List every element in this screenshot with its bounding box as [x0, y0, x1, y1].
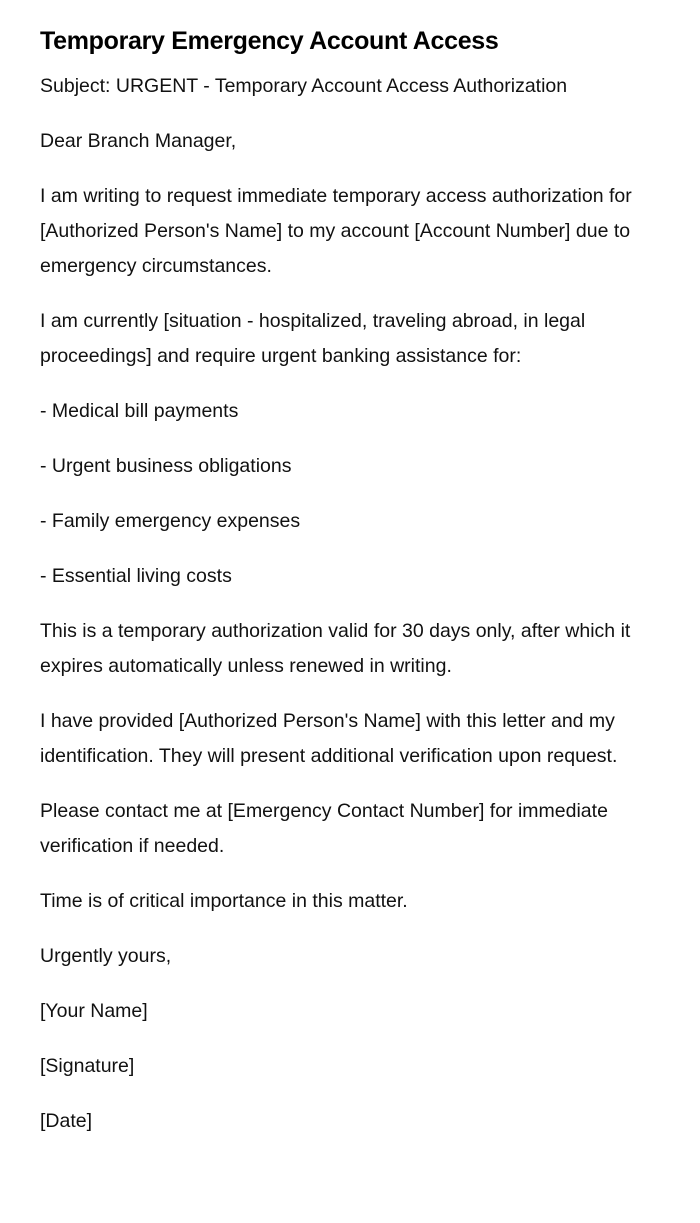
body-paragraph-urgency: Time is of critical importance in this matter. — [40, 890, 408, 912]
subject-line: Subject: URGENT - Temporary Account Access Authorization — [40, 75, 568, 97]
list-item-medical: - Medical bill payments — [40, 400, 239, 422]
salutation: Dear Branch Manager, — [40, 130, 237, 152]
body-paragraph-contact: Please contact me at [Emergency Contact Number] for immediate verification if needed. — [40, 800, 608, 857]
date-placeholder: [Date] — [40, 1110, 93, 1132]
body-paragraph-verification: I have provided [Authorized Person's Name] with this letter and my identification. They will present additional verification upon request. — [40, 710, 618, 767]
sender-name: [Your Name] — [40, 1000, 148, 1022]
body-paragraph-request: I am writing to request immediate temporary access authorization for [Authorized Person's Name] to my account [Account Number] due to emergency circumstances. — [40, 185, 632, 277]
body-paragraph-situation: I am currently [situation - hospitalized, traveling abroad, in legal proceedings] and require urgent banking assistance for: — [40, 310, 586, 367]
letter-document — [40, 26, 660, 1159]
document-title: Temporary Emergency Account Access — [40, 27, 499, 55]
signoff: Urgently yours, — [40, 945, 172, 967]
list-item-family: - Family emergency expenses — [40, 510, 301, 532]
list-item-living: - Essential living costs — [40, 565, 232, 587]
list-item-business: - Urgent business obligations — [40, 455, 292, 477]
body-paragraph-validity: This is a temporary authorization valid for 30 days only, after which it expires automatically unless renewed in writing. — [40, 620, 631, 677]
signature-placeholder: [Signature] — [40, 1055, 135, 1077]
